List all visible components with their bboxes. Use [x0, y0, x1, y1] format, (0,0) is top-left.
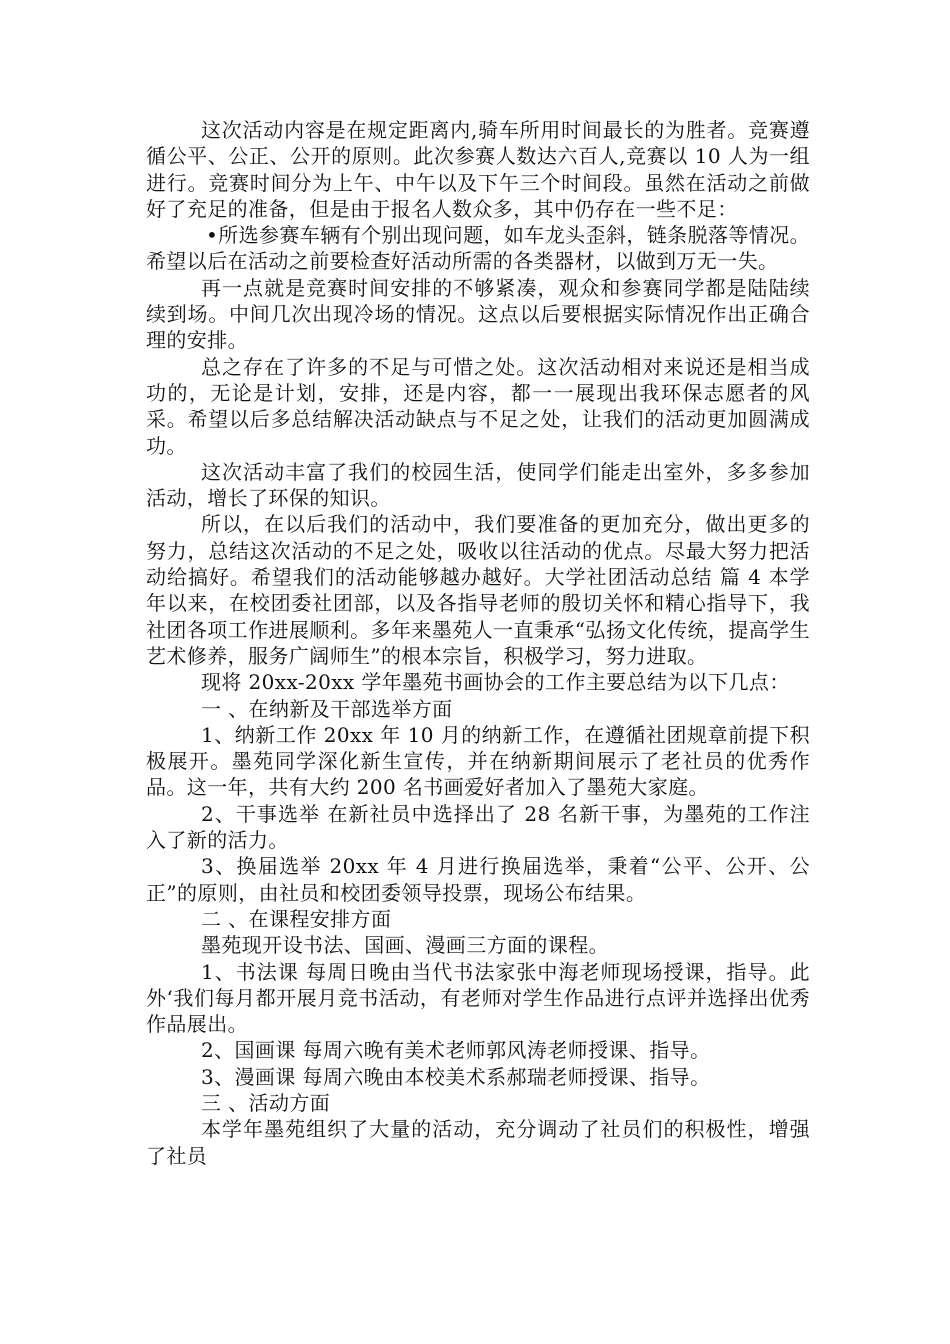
paragraph-comics: 3、漫画课 每周六晚由本校美术系郝瑞老师授课、指导。: [201, 1064, 711, 1089]
heading-section-two: 二 、在课程安排方面: [201, 906, 392, 931]
paragraph-activity-content: 这次活动内容是在规定距离内,骑车所用时间最长的为胜者。竞赛遵循公平、公正、公开的原则。此次参赛人数达六百人,竞赛以 10 人为一组进行。竞赛时间分为上午、中午以及下午三个时间段。虽然在活动之前做好了充足的准备，但是由于报名人数众多，其中仍存在一些不足：: [146, 118, 810, 221]
paragraph-recruitment: 1、纳新工作 20xx 年 10 月的纳新工作，在遵循社团规章前提下积极展开。墨苑同学深化新生宣传，并在纳新期间展示了老社员的优秀作品。这一年，共有大约 200 名书画爱好者加入了墨苑大家庭。: [146, 722, 810, 800]
paragraph-officer-election: 2、干事选举 在新社员中选择出了 28 名新干事，为墨苑的工作注入了新的活力。: [146, 801, 810, 853]
heading-section-one: 一 、在纳新及干部选举方面: [201, 696, 453, 721]
paragraph-chinese-painting: 2、国画课 每周六晚有美术老师郭风涛老师授课、指导。: [201, 1038, 711, 1063]
paragraph-general-election: 3、换届选举 20xx 年 4 月进行换届选举，秉着“公平、公开、公正”的原则，由社员和校团委领导投票，现场公布结果。: [146, 854, 810, 905]
paragraph-schedule: 再一点就是竞赛时间安排的不够紧凑，观众和参赛同学都是陆陆续续到场。中间几次出现冷场的情况。这点以后要根据实际情况作出正确合理的安排。: [146, 275, 810, 353]
paragraph-bullet-vehicles: •所选参赛车辆有个别出现问题，如车龙头歪斜，链条脱落等情况。希望以后在活动之前要检查好活动所需的各类器材，以做到万无一失。: [146, 223, 810, 274]
paragraph-campus-life: 这次活动丰富了我们的校园生活，使同学们能走出室外，多多参加活动，增长了环保的知识。: [146, 459, 810, 511]
paragraph-future-effort: 所以，在以后我们的活动中，我们要准备的更加充分，做出更多的努力，总结这次活动的不足之处，吸收以往活动的优点。尽最大努力把活动给搞好。希望我们的活动能够越办越好。大学社团活动总结 篇 4 本学年以来，在校团委社团部，以及各指导老师的殷切关怀和精心指导下，我社团各项工作进展顺利。多年来墨苑人一直秉承“弘扬文化传统，提高学生艺术修养，服务广阔师生”的根本宗旨，积极学习，努力进取。: [146, 512, 810, 668]
paragraph-summary: 总之存在了许多的不足与可惜之处。这次活动相对来说还是相当成功的，无论是计划，安排，还是内容，都一一展现出我环保志愿者的风采。希望以后多总结解决活动缺点与不足之处，让我们的活动更加圆满成功。: [146, 354, 810, 458]
paragraph-courses: 墨苑现开设书法、国画、漫画三方面的课程。: [201, 933, 609, 958]
document-body: [146, 117, 810, 1169]
paragraph-intro-points: 现将 20xx-20xx 学年墨苑书画协会的工作主要总结为以下几点：: [201, 670, 790, 695]
heading-section-three: 三 、活动方面: [201, 1090, 331, 1115]
paragraph-activities: 本学年墨苑组织了大量的活动，充分调动了社员们的积极性，增强了社员: [146, 1117, 810, 1168]
paragraph-calligraphy: 1、书法课 每周日晚由当代书法家张中海老师现场授课，指导。此外‘我们每月都开展月竞书活动，有老师对学生作品进行点评并选择出优秀作品展出。: [146, 959, 810, 1037]
